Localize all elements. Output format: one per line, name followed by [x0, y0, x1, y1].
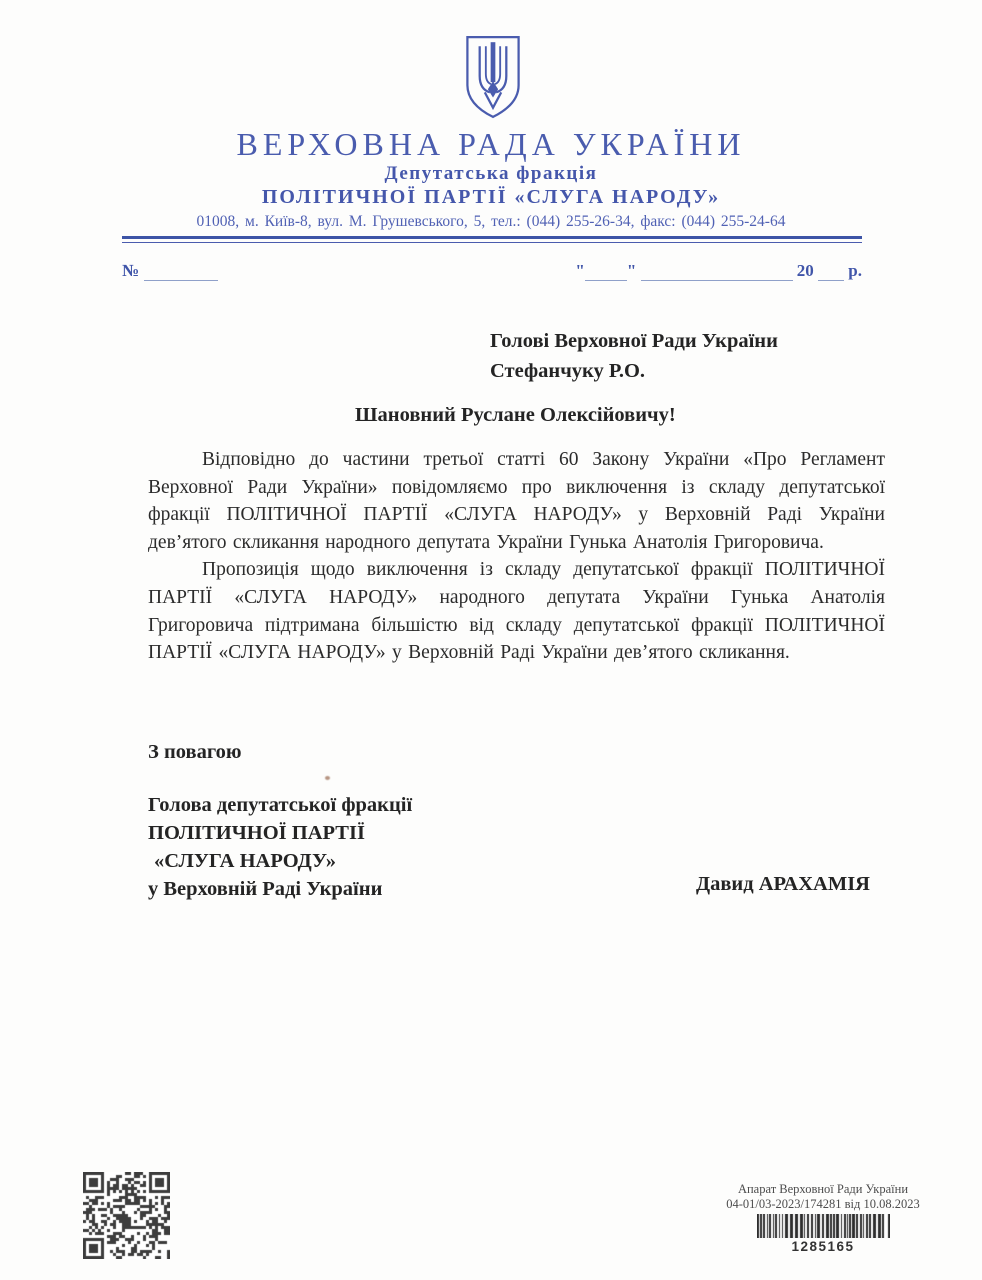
- header-divider: [122, 236, 862, 243]
- letter-body: [148, 446, 885, 667]
- ukraine-trident-emblem: [464, 34, 522, 120]
- closing-regards: З повагою: [148, 741, 242, 763]
- signer-title-line1: Голова депутатської фракції: [148, 794, 413, 816]
- qr-code: [83, 1172, 170, 1259]
- signer-title-line4: у Верховній Раді України: [148, 878, 383, 900]
- number-blank-line: [144, 264, 218, 281]
- organization-title: ВЕРХОВНА РАДА УКРАЇНИ: [236, 126, 746, 162]
- party-name: ПОЛІТИЧНОЇ ПАРТІЇ «СЛУГА НАРОДУ»: [261, 186, 721, 208]
- addressee-line2: Стефанчуку Р.О.: [490, 360, 646, 382]
- barcode: [757, 1214, 890, 1238]
- trident-icon: [464, 34, 522, 120]
- signer-title-line2: ПОЛІТИЧНОЇ ПАРТІЇ: [148, 822, 365, 844]
- month-blank-line: [641, 264, 793, 281]
- signer-name: Давид АРАХАМІЯ: [696, 873, 870, 895]
- date-blank: [575, 261, 862, 281]
- number-sign: №: [122, 261, 140, 280]
- stamp-line2: 04-01/03-2023/174281 від 10.08.2023: [726, 1197, 920, 1211]
- day-blank-line: [585, 264, 627, 281]
- registration-stamp: [723, 1182, 923, 1254]
- body-paragraph-1: Відповідно до частини третьої статті 60 Закону України «Про Регламент Верховної Ради України» повідомляємо про виключення із складу депутатської фракції ПОЛІТИЧНОЇ ПАРТІЇ «СЛУГА НАРОДУ» у Верховній Раді України дев’ятого скликання народного депутата України Гунька Анатолія Григоровича.: [148, 449, 885, 553]
- close-quote: ": [626, 261, 637, 280]
- faction-subtitle: Депутатська фракція: [384, 163, 598, 184]
- body-paragraph-2: Пропозиція щодо виключення із складу депутатської фракції ПОЛІТИЧНОЇ ПАРТІЇ «СЛУГА НАРОДУ» народного депутата України Гунька Анатолія Григоровича підтримана більшістю від складу депутатської фракції ПОЛІТИЧНОЇ ПАРТІЇ «СЛУГА НАРОДУ» у Верховній Раді України дев’ятого скликання.: [148, 559, 885, 664]
- addressee-block: [490, 326, 778, 386]
- signer-title-line3: «СЛУГА НАРОДУ»: [154, 850, 337, 872]
- open-quote: ": [575, 261, 585, 280]
- scan-artifact-dot: [325, 776, 330, 780]
- signer-title-block: [148, 791, 412, 903]
- year-prefix: 20: [796, 261, 814, 280]
- addressee-line1: Голові Верховної Ради України: [490, 330, 778, 352]
- reference-line: [122, 261, 862, 285]
- stamp-line1: Апарат Верховної Ради України: [737, 1182, 909, 1196]
- barcode-number: 1285165: [791, 1239, 855, 1254]
- contact-address: 01008, м. Київ-8, вул. М. Грушевського, 5, тел.: (044) 255-26-34, факс: (044) 255-24-64: [196, 213, 786, 230]
- year-suffix: р.: [848, 261, 862, 280]
- salutation: Шановний Руслане Олексійовичу!: [355, 404, 676, 426]
- year-blank-line: [818, 264, 844, 281]
- document-number-blank: [122, 261, 218, 281]
